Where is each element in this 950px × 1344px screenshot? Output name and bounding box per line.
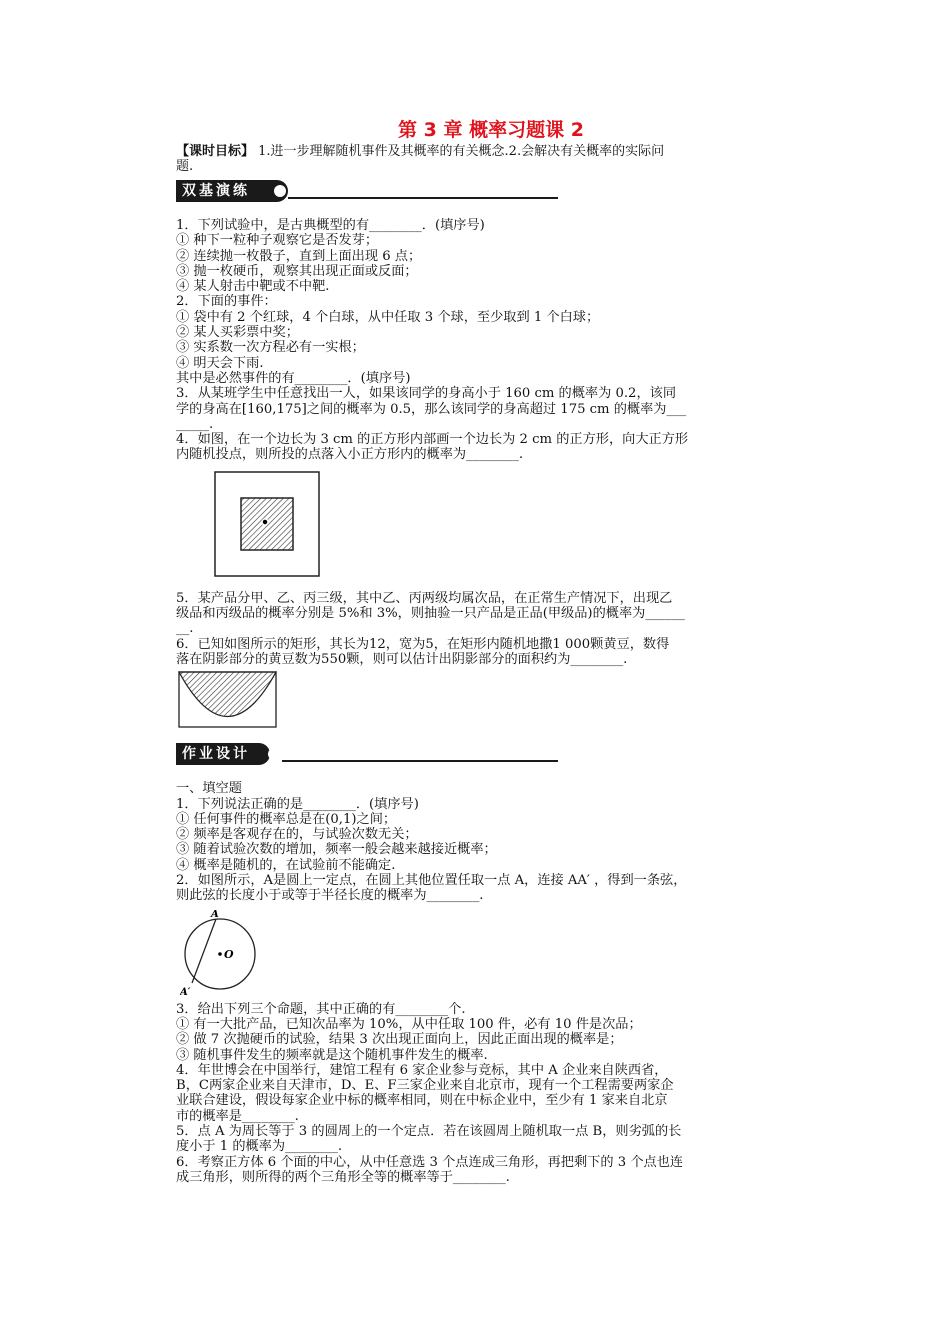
text-line: ① 袋中有 2 个红球，4 个白球，从中任取 3 个球，至少取到 1 个白球； — [176, 309, 600, 325]
section-badge: 作业设计 — [176, 743, 270, 765]
text-line: ② 做 7 次抛硬币的试验，结果 3 次出现正面向上，因此正面出现的概率是； — [176, 1032, 623, 1048]
rectangle-parabola-diagram — [178, 671, 278, 729]
text-line: 其中是必然事件的有________．(填序号) — [176, 370, 411, 386]
text-line: ③ 随着试验次数的增加，频率一般会越来越接近概率； — [176, 842, 497, 858]
text-line: ① 有一大批产品，已知次品率为 10%，从中任取 100 件，必有 10 件是次品； — [176, 1016, 642, 1032]
document-page — [176, 118, 806, 1185]
text-line: ③ 实系数一次方程必有一实根； — [176, 340, 365, 356]
text-line: 3．给出下列三个命题，其中正确的有________个. — [176, 1001, 466, 1017]
text-line: 成三角形，则所得的两个三角形全等的概率等于________. — [176, 1169, 510, 1185]
section-rule — [282, 760, 558, 762]
exercise-list-basics — [176, 218, 806, 463]
exercise-list-homework-cont — [176, 1002, 806, 1186]
text-line: 1．下列说法正确的是________．(填序号) — [176, 796, 419, 812]
figure-rectangle-shaded — [178, 671, 806, 733]
text-line: ④ 某人射击中靶或不中靶. — [176, 279, 330, 295]
text-line: B，C两家企业来自天津市，D、E、F三家企业来自北京市，现有一个工程需要两家企 — [176, 1078, 674, 1094]
text-line: 业联合建设，假设每家企业中标的概率相同，则在中标企业中，至少有 1 家来自北京 — [176, 1093, 668, 1109]
text-line: 3．从某班学生中任意找出一人，如果该同学的身高小于 160 cm 的概率为 0.2，该同 — [176, 386, 677, 402]
center-point — [218, 952, 222, 956]
text-line: 内随机投点，则所投的点落入小正方形内的概率为________. — [176, 447, 524, 463]
text-line: 4．年世博会在中国举行，建馆工程有 6 家企业参与竞标，其中 A 企业来自陕西省， — [176, 1062, 668, 1078]
label-O: O — [224, 947, 234, 961]
circle-chord-diagram — [180, 910, 260, 996]
text-line: _____. — [176, 416, 214, 432]
text-line: 6．考察正方体 6 个面的中心，从中任意选 3 个点连成三角形，再把剩下的 3 个点也连 — [176, 1154, 684, 1170]
objective-text-line2: 题. — [176, 159, 194, 174]
nested-squares-diagram — [214, 471, 320, 577]
text-line: 1．下列试验中，是古典概型的有________．(填序号) — [176, 218, 485, 233]
text-line: 4．如图，在一个边长为 3 cm 的正方形内部画一个边长为 2 cm 的正方形，向大正方形 — [176, 432, 689, 448]
text-line: ④ 概率是随机的，在试验前不能确定. — [176, 857, 396, 873]
bullet-dot-icon — [274, 185, 286, 197]
text-line: ② 连续抛一枚骰子，直到上面出现 6 点； — [176, 248, 422, 264]
text-line: ① 任何事件的概率总是在(0,1)之间； — [176, 811, 397, 827]
bullet-dot-icon — [268, 748, 280, 760]
text-line: 市的概率是________. — [176, 1108, 299, 1124]
text-line: 5．点 A 为周长等于 3 的圆周上的一个定点．若在该圆周上随机取一点 B，则劣弧的长 — [176, 1123, 682, 1139]
lesson-objective — [176, 144, 806, 174]
text-line: 学的身高在[160,175]之间的概率为 0.5，那么该同学的身高超过 175 cm 的概率为___ — [176, 401, 687, 417]
text-line: 级品和丙级品的概率分别是 5%和 3%，则抽验一只产品是正品(甲级品)的概率为______ — [176, 606, 685, 622]
text-line: 则此弦的长度小于或等于半径长度的概率为________. — [176, 888, 484, 904]
text-line: ① 种下一粒种子观察它是否发芽； — [176, 233, 379, 249]
text-line: ② 频率是客观存在的，与试验次数无关； — [176, 827, 418, 843]
figure-circle-chord — [180, 910, 806, 1000]
text-line: 一、填空题 — [176, 781, 242, 797]
objective-label: 【课时目标】 — [176, 144, 255, 159]
exercise-list-homework — [176, 781, 806, 903]
section-badge: 双基演练 — [176, 180, 288, 202]
objective-text-line1: 1.进一步理解随机事件及其概率的有关概念.2.会解决有关概率的实际问 — [254, 144, 665, 159]
text-line: 2．下面的事件： — [176, 294, 277, 310]
text-line: 6．已知如图所示的矩形，其长为12，宽为5，在矩形内随机地撒1 000颗黄豆，数得 — [176, 636, 670, 652]
section-header-homework — [176, 743, 806, 767]
text-line: ③ 抛一枚硬币，观察其出现正面或反面； — [176, 263, 418, 279]
figure-nested-squares — [214, 471, 806, 581]
section-rule — [288, 197, 558, 199]
text-line: __. — [176, 621, 194, 637]
text-line: ③ 随机事件发生的频率就是这个随机事件发生的概率. — [176, 1047, 488, 1063]
label-A-prime: A′ — [180, 986, 191, 996]
page-title: 第 3 章 概率习题课 2 — [398, 119, 584, 141]
exercise-list-basics-cont — [176, 591, 806, 667]
text-line: ② 某人买彩票中奖； — [176, 325, 299, 341]
text-line: 落在阴影部分的黄豆数为550颗，则可以估计出阴影部分的面积约为________. — [176, 651, 628, 667]
text-line: 5．某产品分甲、乙、丙三级，其中乙、丙两级均属次品，在正常生产情况下，出现乙 — [176, 590, 673, 606]
section-header-basics — [176, 180, 806, 204]
random-point — [262, 519, 268, 525]
text-line: 2．如图所示，A是圆上一定点，在圆上其他位置任取一点 A，连接 AA′ ，得到一条弦， — [176, 873, 687, 889]
label-A: A — [211, 909, 219, 920]
text-line: ④ 明天会下雨. — [176, 355, 264, 371]
text-line: 度小于 1 的概率为________. — [176, 1139, 343, 1155]
